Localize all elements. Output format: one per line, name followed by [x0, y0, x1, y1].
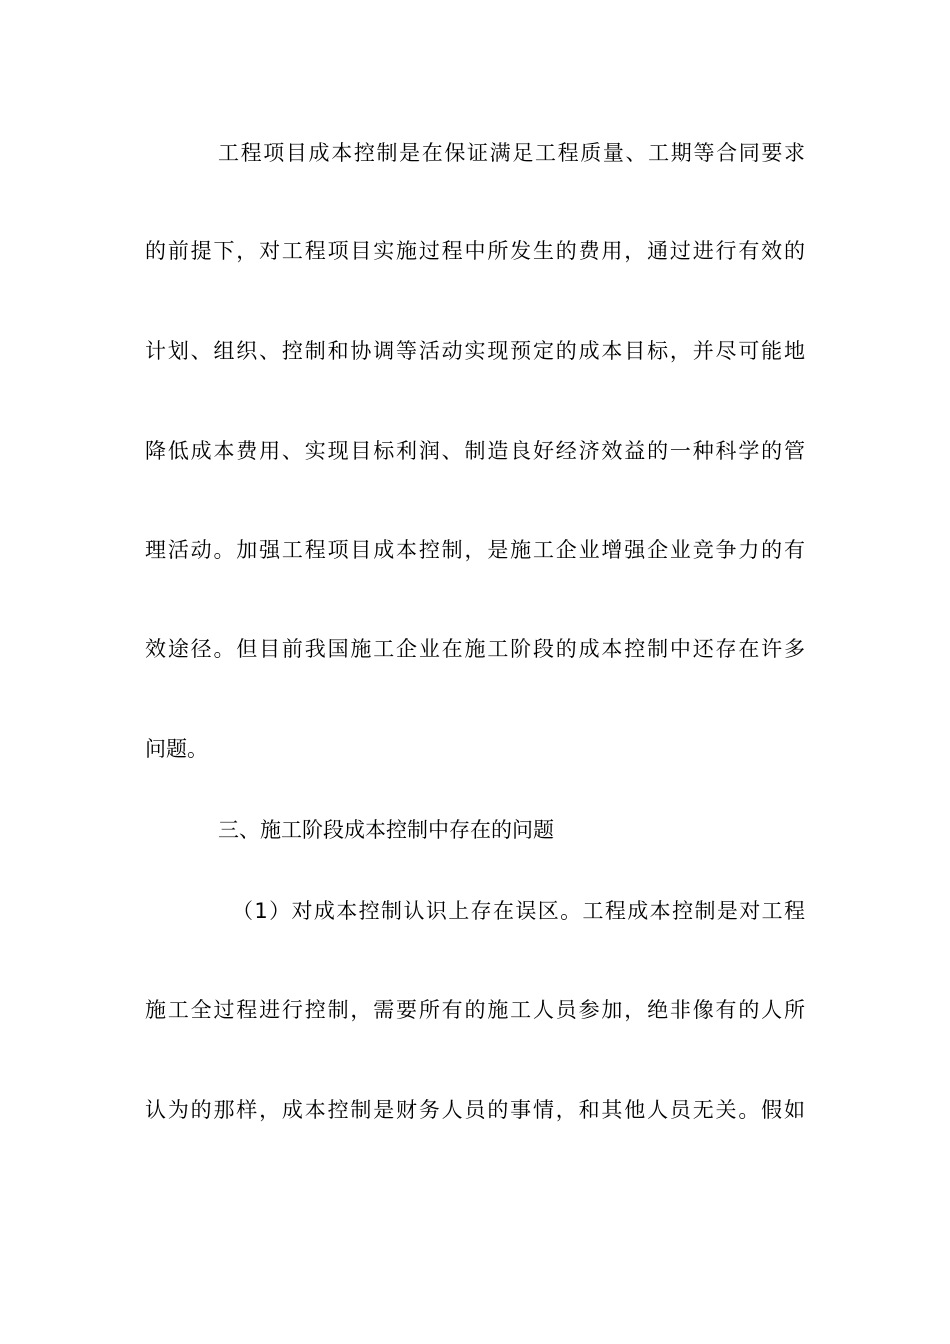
paragraph-line: 理活动。加强工程项目成本控制，是施工企业增强企业竞争力的有 — [145, 538, 805, 562]
paragraph-line: 问题。 — [145, 737, 208, 761]
paragraph-line: 认为的那样，成本控制是财务人员的事情，和其他人员无关。假如 — [145, 1098, 805, 1122]
paragraph-line: 计划、组织、控制和协调等活动实现预定的成本目标，并尽可能地 — [145, 339, 805, 363]
paragraph-line: 的前提下，对工程项目实施过程中所发生的费用，通过进行有效的 — [145, 239, 805, 263]
paragraph-line: （1）对成本控制认识上存在误区。工程成本控制是对工程 — [232, 899, 805, 923]
paragraph-line: 降低成本费用、实现目标利润、制造良好经济效益的一种科学的管 — [145, 439, 805, 463]
paragraph-line: 施工全过程进行控制，需要所有的施工人员参加，绝非像有的人所 — [145, 998, 805, 1022]
paragraph-line: 效途径。但目前我国施工企业在施工阶段的成本控制中还存在许多 — [145, 637, 805, 661]
section-heading: 三、施工阶段成本控制中存在的问题 — [218, 818, 554, 842]
paragraph-line: 工程项目成本控制是在保证满足工程质量、工期等合同要求 — [218, 141, 805, 165]
